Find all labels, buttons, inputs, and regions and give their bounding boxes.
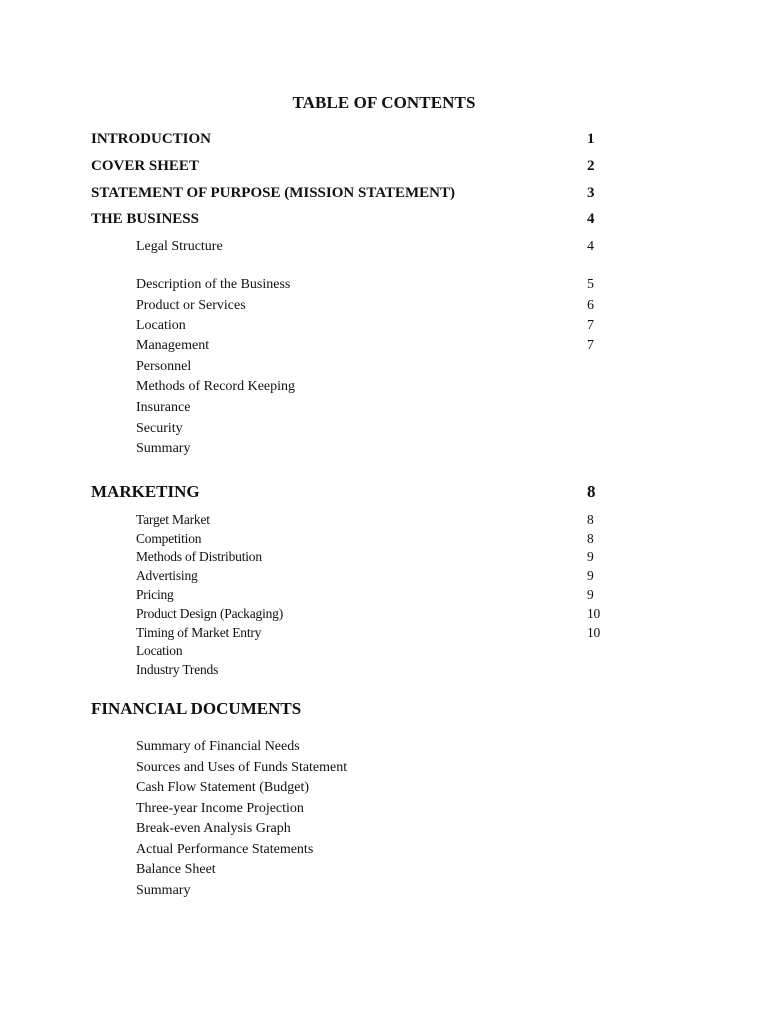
toc-entry-label: COVER SHEET xyxy=(91,158,199,174)
toc-subentry-label: Summary xyxy=(136,883,191,898)
toc-subentry-label: Location xyxy=(136,318,186,333)
toc-subentry-page: 4 xyxy=(587,239,594,254)
toc-subentry-label: Target Market xyxy=(136,512,210,527)
toc-subentry-label: Location xyxy=(136,643,183,658)
toc-subentry-label: Balance Sheet xyxy=(136,862,216,877)
toc-subentry-page: 8 xyxy=(587,531,594,546)
toc-subentry-label: Description of the Business xyxy=(136,277,291,292)
toc-entry-label: STATEMENT OF PURPOSE (MISSION STATEMENT) xyxy=(91,185,455,201)
toc-subentry-label: Security xyxy=(136,421,183,436)
toc-subentry-label: Product or Services xyxy=(136,298,246,313)
toc-subentry-label: Legal Structure xyxy=(136,239,223,254)
toc-subentry-label: Actual Performance Statements xyxy=(136,842,314,857)
toc-subentry-label: Product Design (Packaging) xyxy=(136,606,284,621)
toc-subentry-label: Insurance xyxy=(136,400,191,415)
toc-subentry-page: 5 xyxy=(587,277,594,292)
toc-subentry-page: 10 xyxy=(587,606,601,621)
toc-subentry-label: Timing of Market Entry xyxy=(136,625,262,640)
toc-entry-page: 1 xyxy=(587,131,595,147)
toc-entry-page: 2 xyxy=(587,158,595,174)
toc-subentry-page: 9 xyxy=(587,587,594,602)
toc-subentry-label: Advertising xyxy=(136,568,198,583)
toc-subentry-page: 7 xyxy=(587,338,594,353)
toc-subentry-page: 10 xyxy=(587,625,601,640)
toc-subentry-label: Competition xyxy=(136,531,202,546)
toc-entry-page: 8 xyxy=(587,482,596,501)
toc-subentry-page: 9 xyxy=(587,568,594,583)
toc-subentry-label: Methods of Distribution xyxy=(136,549,262,564)
toc-subentry-label: Break-even Analysis Graph xyxy=(136,821,291,836)
toc-entry-label: THE BUSINESS xyxy=(91,211,199,227)
toc-entry-label: MARKETING xyxy=(91,482,200,501)
page-title: TABLE OF CONTENTS xyxy=(292,93,476,112)
toc-subentry-label: Three-year Income Projection xyxy=(136,801,304,816)
toc-subentry-label: Management xyxy=(136,338,210,353)
toc-entry-label: INTRODUCTION xyxy=(91,131,212,147)
toc-entry-page: 4 xyxy=(587,211,595,227)
toc-subentry-page: 8 xyxy=(587,512,594,527)
toc-subentry-label: Industry Trends xyxy=(136,662,219,677)
toc-subentry-page: 7 xyxy=(587,318,594,333)
toc-subentry-label: Cash Flow Statement (Budget) xyxy=(136,780,310,795)
toc-subentry-page: 9 xyxy=(587,549,594,564)
toc-subentry-label: Personnel xyxy=(136,359,192,374)
toc-subentry-page: 6 xyxy=(587,298,594,313)
toc-subentry-label: Methods of Record Keeping xyxy=(136,379,296,394)
toc-subentry-label: Pricing xyxy=(136,587,174,602)
toc-subentry-label: Summary of Financial Needs xyxy=(136,739,300,754)
toc-subentry-label: Summary xyxy=(136,441,191,456)
toc-subentry-label: Sources and Uses of Funds Statement xyxy=(136,760,348,775)
toc-entry-label: FINANCIAL DOCUMENTS xyxy=(91,699,302,718)
toc-entry-page: 3 xyxy=(587,185,595,201)
